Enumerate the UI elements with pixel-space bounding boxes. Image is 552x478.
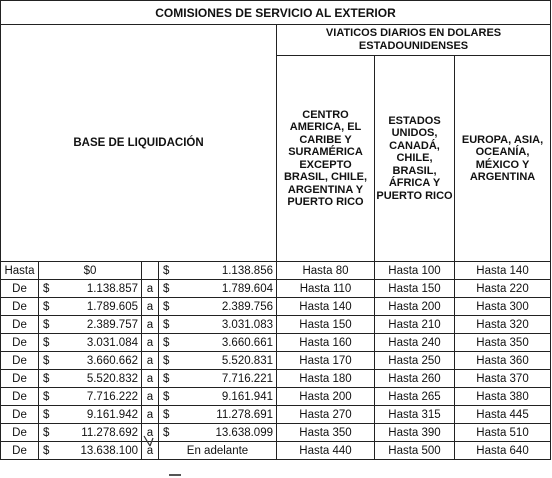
row-separator: a bbox=[142, 280, 159, 298]
table-row bbox=[1, 352, 551, 370]
row-value-central-south-america: Hasta 350 bbox=[277, 424, 375, 442]
row-to-currency: $ bbox=[159, 280, 180, 298]
table-row bbox=[1, 280, 551, 298]
row-value-usa-canada: Hasta 250 bbox=[375, 352, 455, 370]
row-value-central-south-america: Hasta 200 bbox=[277, 388, 375, 406]
row-to: 5.520.831 bbox=[180, 352, 277, 370]
row-kind: De bbox=[1, 352, 39, 370]
row-value-usa-canada: Hasta 390 bbox=[375, 424, 455, 442]
region-header-central-south-america: CENTRO AMERICA, EL CARIBE Y SURAMÉRICA EXCEPTO BRASIL, CHILE, ARGENTINA Y PUERTO RICO bbox=[277, 56, 375, 262]
row-value-europe-asia: Hasta 220 bbox=[455, 280, 551, 298]
row-from-currency: $ bbox=[39, 388, 60, 406]
row-kind: De bbox=[1, 406, 39, 424]
row-from: 1.138.857 bbox=[60, 280, 142, 298]
row-separator: a bbox=[142, 442, 159, 460]
row-from: 2.389.757 bbox=[60, 316, 142, 334]
row-separator: a bbox=[142, 388, 159, 406]
row-kind: Hasta bbox=[1, 262, 39, 280]
row-value-central-south-america: Hasta 180 bbox=[277, 370, 375, 388]
row-from: 3.660.662 bbox=[60, 352, 142, 370]
row-value-central-south-america: Hasta 170 bbox=[277, 352, 375, 370]
row-to-currency: $ bbox=[159, 370, 180, 388]
row-separator: a bbox=[142, 406, 159, 424]
table-row bbox=[1, 316, 551, 334]
pen-mark-icon bbox=[142, 432, 156, 452]
row-to-currency: $ bbox=[159, 406, 180, 424]
table-row bbox=[1, 370, 551, 388]
row-separator: a bbox=[142, 424, 159, 442]
row-from-currency: $ bbox=[39, 442, 60, 460]
row-value-usa-canada: Hasta 265 bbox=[375, 388, 455, 406]
table-row bbox=[1, 298, 551, 316]
row-kind: De bbox=[1, 334, 39, 352]
row-from: 5.520.832 bbox=[60, 370, 142, 388]
row-to: 1.789.604 bbox=[180, 280, 277, 298]
row-to-currency: $ bbox=[159, 334, 180, 352]
row-kind: De bbox=[1, 442, 39, 460]
row-value-europe-asia: Hasta 445 bbox=[455, 406, 551, 424]
row-value-usa-canada: Hasta 200 bbox=[375, 298, 455, 316]
row-value-europe-asia: Hasta 380 bbox=[455, 388, 551, 406]
row-value-europe-asia: Hasta 640 bbox=[455, 442, 551, 460]
row-value-europe-asia: Hasta 350 bbox=[455, 334, 551, 352]
table-row bbox=[1, 388, 551, 406]
row-to-currency: $ bbox=[159, 298, 180, 316]
row-from-currency: $ bbox=[39, 406, 60, 424]
row-value-europe-asia: Hasta 140 bbox=[455, 262, 551, 280]
row-to-currency: $ bbox=[159, 388, 180, 406]
row-separator: a bbox=[142, 370, 159, 388]
table-row bbox=[1, 406, 551, 424]
row-from-currency: $ bbox=[39, 424, 60, 442]
region-header-usa-canada: ESTADOS UNIDOS, CANADÁ, CHILE, BRASIL, ÁFRICA Y PUERTO RICO bbox=[375, 56, 455, 262]
row-kind: De bbox=[1, 280, 39, 298]
row-to: 1.138.856 bbox=[180, 262, 277, 280]
table-row bbox=[1, 262, 551, 280]
row-value-central-south-america: Hasta 110 bbox=[277, 280, 375, 298]
table-row bbox=[1, 442, 551, 460]
row-value-europe-asia: Hasta 360 bbox=[455, 352, 551, 370]
row-to: 3.031.083 bbox=[180, 316, 277, 334]
row-to-currency: $ bbox=[159, 352, 180, 370]
row-value-central-south-america: Hasta 270 bbox=[277, 406, 375, 424]
row-kind: De bbox=[1, 298, 39, 316]
row-value-usa-canada: Hasta 260 bbox=[375, 370, 455, 388]
row-from: 13.638.100 bbox=[60, 442, 142, 460]
row-to: 13.638.099 bbox=[180, 424, 277, 442]
row-to: 7.716.221 bbox=[180, 370, 277, 388]
row-from-currency: $ bbox=[39, 334, 60, 352]
row-value-usa-canada: Hasta 500 bbox=[375, 442, 455, 460]
table-subtitle: VIATICOS DIARIOS EN DOLARES ESTADOUNIDENSES bbox=[277, 25, 551, 56]
base-header: BASE DE LIQUIDACIÓN bbox=[1, 25, 277, 262]
row-value-central-south-america: Hasta 80 bbox=[277, 262, 375, 280]
row-to-currency: $ bbox=[159, 316, 180, 334]
row-from: $0 bbox=[39, 262, 142, 280]
row-from-currency: $ bbox=[39, 316, 60, 334]
row-from-currency: $ bbox=[39, 352, 60, 370]
row-kind: De bbox=[1, 388, 39, 406]
row-value-usa-canada: Hasta 100 bbox=[375, 262, 455, 280]
row-from-currency: $ bbox=[39, 280, 60, 298]
row-separator: a bbox=[142, 298, 159, 316]
row-separator: a bbox=[142, 316, 159, 334]
row-to: En adelante bbox=[159, 442, 277, 460]
stray-dash bbox=[169, 474, 181, 476]
row-value-central-south-america: Hasta 440 bbox=[277, 442, 375, 460]
row-value-europe-asia: Hasta 370 bbox=[455, 370, 551, 388]
row-separator: a bbox=[142, 352, 159, 370]
row-from: 1.789.605 bbox=[60, 298, 142, 316]
row-value-central-south-america: Hasta 140 bbox=[277, 298, 375, 316]
row-to-currency: $ bbox=[159, 262, 180, 280]
row-to-currency: $ bbox=[159, 424, 180, 442]
row-kind: De bbox=[1, 424, 39, 442]
row-value-usa-canada: Hasta 240 bbox=[375, 334, 455, 352]
row-to: 3.660.661 bbox=[180, 334, 277, 352]
row-to: 9.161.941 bbox=[180, 388, 277, 406]
row-value-usa-canada: Hasta 315 bbox=[375, 406, 455, 424]
table-row bbox=[1, 334, 551, 352]
row-value-europe-asia: Hasta 320 bbox=[455, 316, 551, 334]
row-value-europe-asia: Hasta 510 bbox=[455, 424, 551, 442]
row-separator bbox=[142, 262, 159, 280]
row-from: 3.031.084 bbox=[60, 334, 142, 352]
table-title: COMISIONES DE SERVICIO AL EXTERIOR bbox=[1, 1, 551, 25]
row-kind: De bbox=[1, 370, 39, 388]
row-to: 2.389.756 bbox=[180, 298, 277, 316]
row-separator: a bbox=[142, 334, 159, 352]
row-from: 9.161.942 bbox=[60, 406, 142, 424]
row-from: 7.716.222 bbox=[60, 388, 142, 406]
region-header-europe-asia: EUROPA, ASIA, OCEANÍA, MÉXICO Y ARGENTINA bbox=[455, 56, 551, 262]
row-value-europe-asia: Hasta 300 bbox=[455, 298, 551, 316]
row-from: 11.278.692 bbox=[60, 424, 142, 442]
row-value-central-south-america: Hasta 160 bbox=[277, 334, 375, 352]
row-to: 11.278.691 bbox=[180, 406, 277, 424]
row-kind: De bbox=[1, 316, 39, 334]
row-value-central-south-america: Hasta 150 bbox=[277, 316, 375, 334]
table-row bbox=[1, 424, 551, 442]
row-value-usa-canada: Hasta 210 bbox=[375, 316, 455, 334]
row-value-usa-canada: Hasta 150 bbox=[375, 280, 455, 298]
row-from-currency: $ bbox=[39, 370, 60, 388]
row-from-currency: $ bbox=[39, 298, 60, 316]
